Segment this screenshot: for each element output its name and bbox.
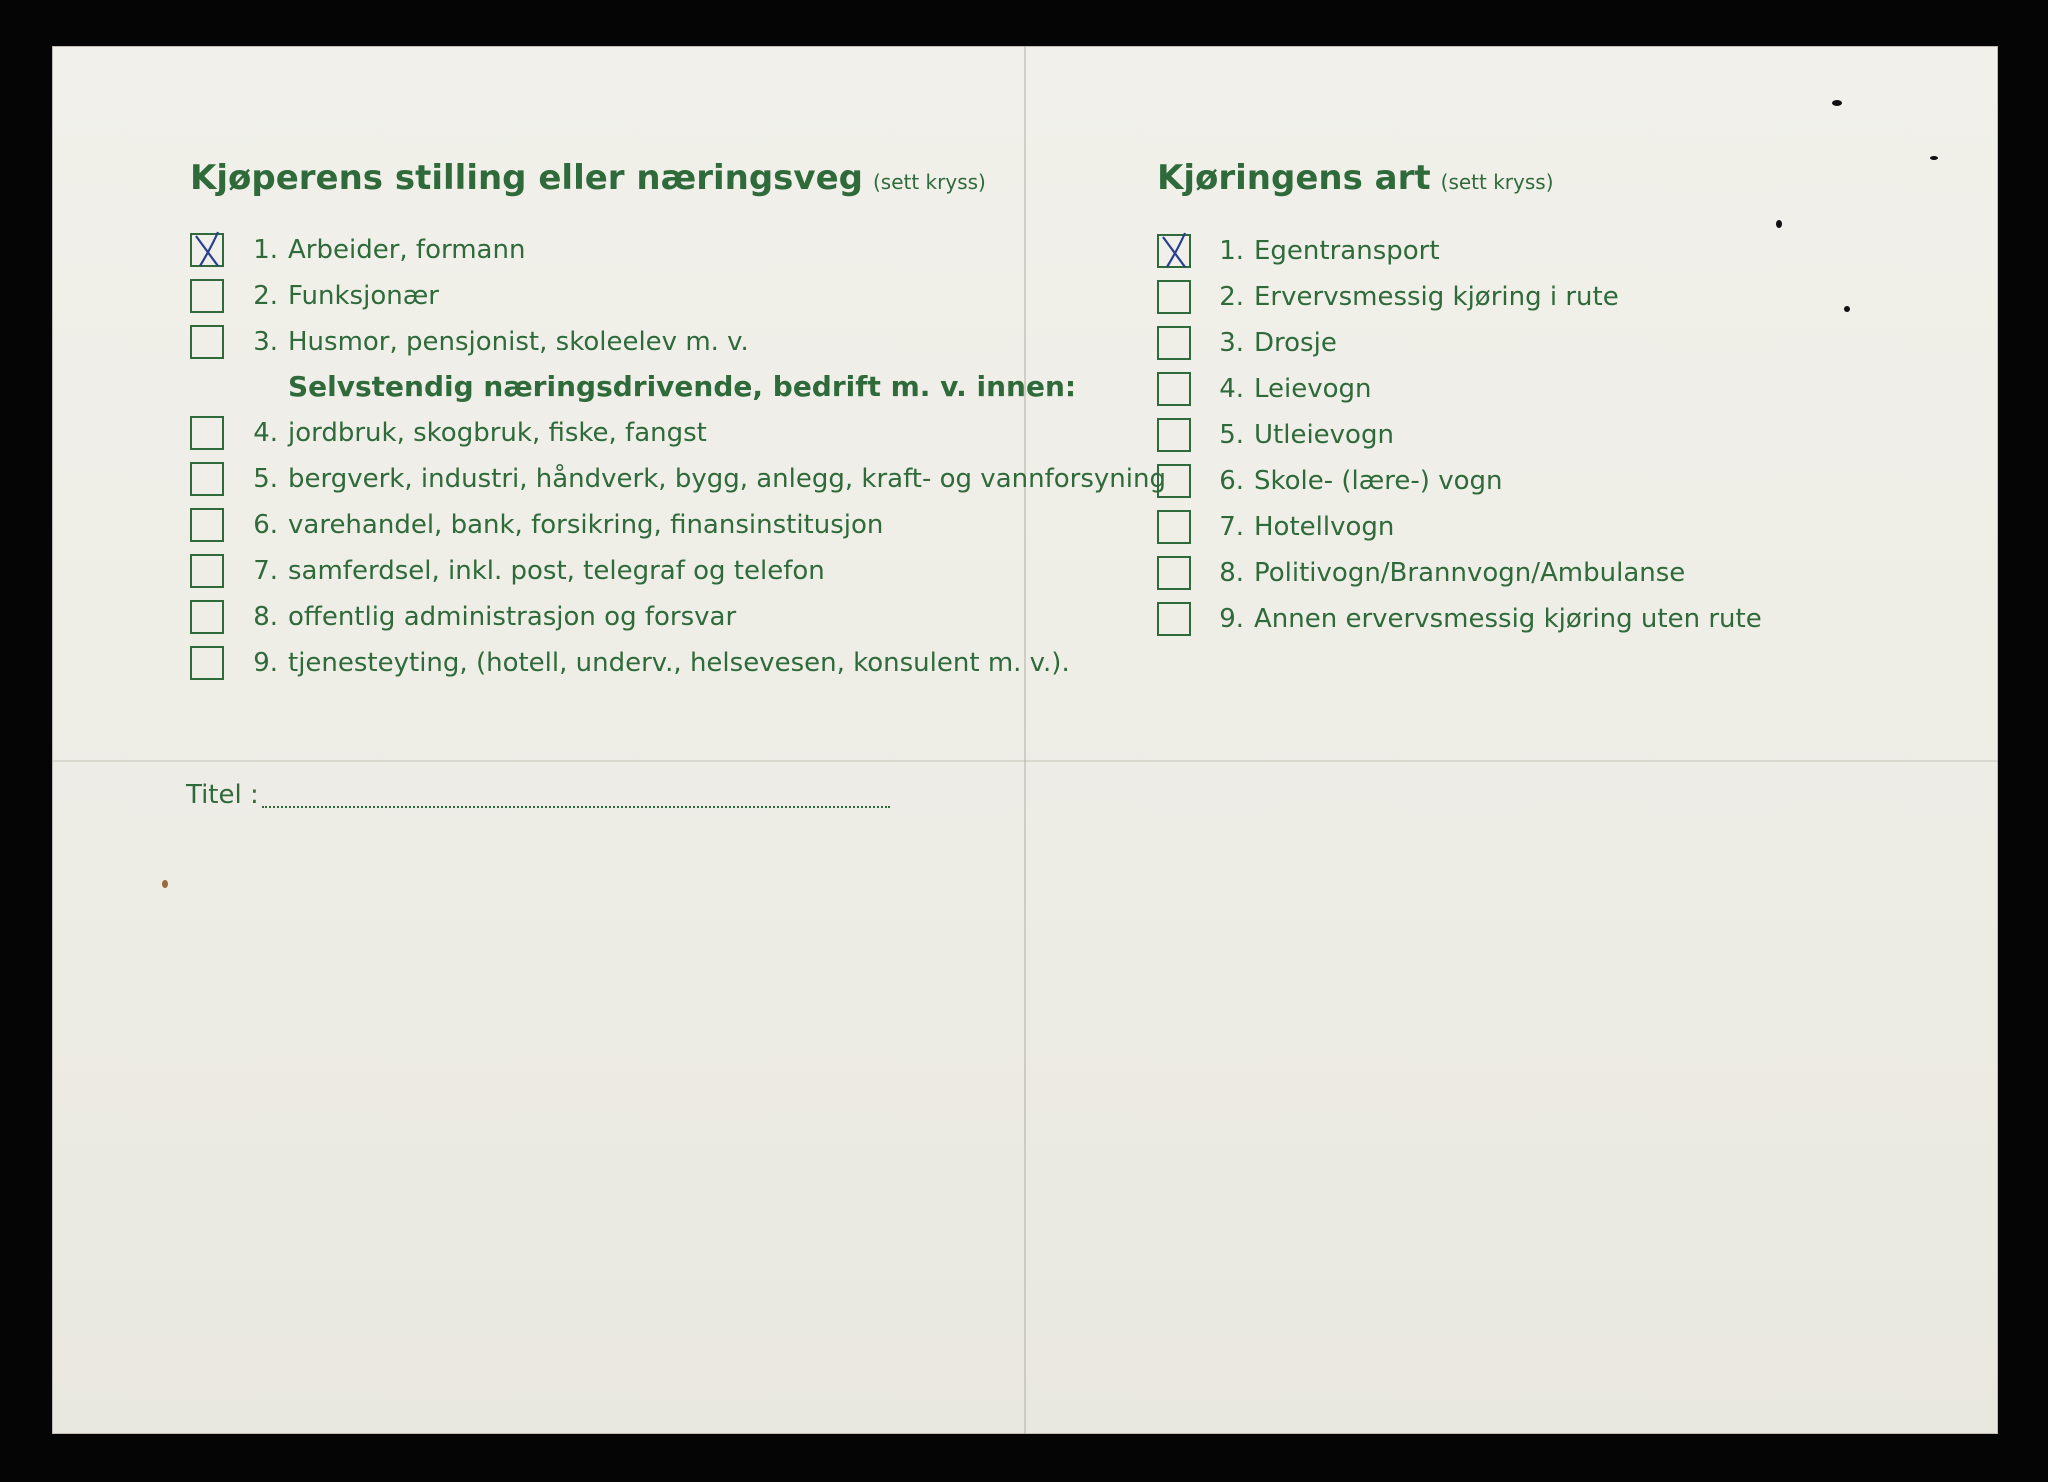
option-label: Arbeider, formann (288, 235, 526, 265)
option-number: 3. (253, 327, 278, 357)
paper-speck (1832, 100, 1842, 106)
right-option-5 (1204, 415, 1394, 455)
right-option-4 (1204, 369, 1372, 409)
left-subheading: Selvstendig næringsdrivende, bedrift m. v. innen: (288, 370, 1077, 403)
left-sector-option-5 (238, 597, 736, 637)
titel-label: Titel : (186, 780, 259, 810)
right-checkbox-2[interactable] (1157, 280, 1191, 314)
right-heading-note: (sett kryss) (1440, 170, 1554, 194)
option-number: 1. (1219, 236, 1244, 266)
option-label: tjenesteyting, (hotell, underv., helsevesen, konsulent m. v.). (288, 648, 1070, 678)
left-sector-option-4 (238, 551, 825, 591)
fold-line-horizontal (52, 760, 1998, 762)
option-number: 7. (1219, 512, 1244, 542)
handwritten-check-mark-icon (188, 228, 228, 272)
option-number: 6. (253, 510, 278, 540)
option-number: 2. (1219, 282, 1244, 312)
paper-speck (162, 880, 168, 888)
option-number: 6. (1219, 466, 1244, 496)
option-number: 1. (253, 235, 278, 265)
left-sector-checkbox-3[interactable] (190, 508, 224, 542)
option-label: Drosje (1254, 328, 1337, 358)
handwritten-check-mark-icon (1155, 229, 1195, 273)
left-sector-checkbox-1[interactable] (190, 416, 224, 450)
option-label: jordbruk, skogbruk, fiske, fangst (288, 418, 707, 448)
right-checkbox-3[interactable] (1157, 326, 1191, 360)
right-checkbox-9[interactable] (1157, 602, 1191, 636)
right-checkbox-6[interactable] (1157, 464, 1191, 498)
left-sector-option-6 (238, 643, 1070, 683)
option-label: samferdsel, inkl. post, telegraf og telefon (288, 556, 825, 586)
option-label: Annen ervervsmessig kjøring uten rute (1254, 604, 1762, 634)
option-label: varehandel, bank, forsikring, finansinstitusjon (288, 510, 884, 540)
right-checkbox-4[interactable] (1157, 372, 1191, 406)
right-option-8 (1204, 553, 1685, 593)
left-heading-note: (sett kryss) (872, 170, 986, 194)
option-label: offentlig administrasjon og forsvar (288, 602, 737, 632)
right-heading-text: Kjøringens art (1157, 158, 1431, 198)
paper-speck (1844, 306, 1850, 312)
right-checkbox-8[interactable] (1157, 556, 1191, 590)
left-option-2 (238, 276, 439, 316)
right-option-6 (1204, 461, 1503, 501)
left-sector-option-1 (238, 413, 707, 453)
right-option-9 (1204, 599, 1762, 639)
option-number: 9. (253, 648, 278, 678)
left-option-3 (238, 322, 749, 362)
left-checkbox-2[interactable] (190, 279, 224, 313)
left-sector-option-3 (238, 505, 883, 545)
option-label: Ervervsmessig kjøring i rute (1254, 282, 1619, 312)
right-option-1 (1204, 231, 1440, 271)
left-heading-text: Kjøperens stilling eller næringsveg (190, 158, 863, 198)
left-option-1 (238, 230, 525, 270)
left-sector-option-2 (238, 459, 1166, 499)
option-number: 9. (1219, 604, 1244, 634)
option-number: 8. (1219, 558, 1244, 588)
right-checkbox-7[interactable] (1157, 510, 1191, 544)
left-sector-checkbox-2[interactable] (190, 462, 224, 496)
option-label: Funksjonær (288, 281, 439, 311)
option-label: Hotellvogn (1254, 512, 1395, 542)
titel-field[interactable] (262, 806, 890, 808)
left-sector-checkbox-4[interactable] (190, 554, 224, 588)
option-number: 8. (253, 602, 278, 632)
option-number: 3. (1219, 328, 1244, 358)
left-sector-checkbox-5[interactable] (190, 600, 224, 634)
option-number: 7. (253, 556, 278, 586)
option-label: Egentransport (1254, 236, 1440, 266)
option-number: 5. (1219, 420, 1244, 450)
option-number: 4. (1219, 374, 1244, 404)
right-heading (1157, 158, 1554, 198)
option-number: 2. (253, 281, 278, 311)
right-checkbox-5[interactable] (1157, 418, 1191, 452)
fold-line-vertical (1024, 46, 1026, 1434)
option-label: bergverk, industri, håndverk, bygg, anlegg, kraft- og vannforsyning (288, 464, 1166, 494)
paper-speck (1776, 220, 1782, 228)
left-sector-checkbox-6[interactable] (190, 646, 224, 680)
left-checkbox-3[interactable] (190, 325, 224, 359)
right-option-7 (1204, 507, 1394, 547)
option-label: Husmor, pensjonist, skoleelev m. v. (288, 327, 749, 357)
left-heading (190, 158, 986, 198)
paper-speck (1930, 156, 1938, 160)
option-label: Politivogn/Brannvogn/Ambulanse (1254, 558, 1686, 588)
option-label: Leievogn (1254, 374, 1372, 404)
option-label: Skole- (lære-) vogn (1254, 466, 1503, 496)
right-option-2 (1204, 277, 1619, 317)
option-number: 5. (253, 464, 278, 494)
option-number: 4. (253, 418, 278, 448)
option-label: Utleievogn (1254, 420, 1394, 450)
right-option-3 (1204, 323, 1337, 363)
